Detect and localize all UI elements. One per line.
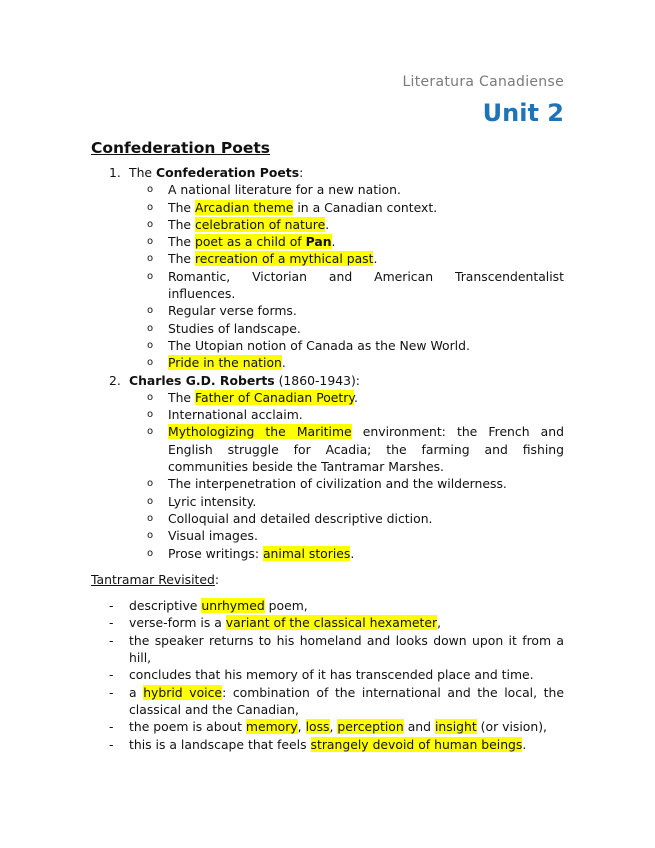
dash-bullet-icon: -	[109, 684, 114, 700]
text: poem,	[264, 598, 308, 614]
text: The	[168, 234, 195, 250]
sub-item	[91, 389, 564, 406]
text: .	[325, 216, 330, 232]
text: The	[129, 165, 156, 180]
text: (or vision),	[476, 719, 548, 735]
text: The	[168, 389, 195, 405]
document-body	[91, 164, 564, 753]
text: Prose writings:	[168, 545, 263, 561]
highlight: unrhymed	[201, 598, 265, 614]
sub-item	[91, 320, 564, 337]
sub-item	[91, 233, 564, 250]
text: (1860-1943):	[274, 372, 360, 388]
text: Colloquial and detailed descriptive diction.	[168, 510, 433, 526]
bold-term: Confederation Poets	[155, 165, 300, 180]
sub-item	[91, 493, 564, 510]
highlight: Mythologizing the Maritime	[168, 424, 352, 440]
highlight: insight	[434, 719, 477, 735]
highlight: recreation of a mythical past	[194, 251, 374, 267]
text: : combination of the international and the local, the classical and the Canadian,	[129, 684, 564, 717]
text: Lyric intensity.	[168, 493, 257, 509]
dash-bullet-icon: -	[109, 736, 114, 752]
text: The	[168, 199, 195, 215]
text: environment: the French and English struggle for Acadia; the farming and fishing communities beside the Tantramar Marshes.	[168, 424, 564, 475]
circle-bullet-icon: o	[147, 184, 154, 196]
highlight: Pride in the nation	[168, 355, 282, 371]
sub-item	[91, 250, 564, 267]
sub-item	[91, 354, 564, 371]
list-number: 2.	[109, 372, 121, 388]
sub-item	[91, 475, 564, 492]
highlight: memory	[245, 719, 298, 735]
circle-bullet-icon: o	[147, 357, 154, 369]
highlight: hybrid voice	[143, 684, 223, 700]
list-number: 1.	[109, 165, 121, 180]
dash-bullet-icon: -	[109, 598, 114, 614]
circle-bullet-icon: o	[147, 218, 154, 230]
highlight: strangely devoid of human beings	[310, 736, 523, 752]
sub-item	[91, 527, 564, 544]
dash-item	[91, 718, 564, 735]
text: the poem is about	[129, 719, 246, 735]
text: concludes that his memory of it has transcended place and time.	[129, 667, 534, 683]
text: The	[168, 216, 195, 232]
text: :	[299, 165, 304, 180]
section-title: Confederation Poets	[91, 139, 270, 157]
text: The	[168, 251, 195, 267]
circle-bullet-icon: o	[147, 391, 154, 403]
text: the speaker returns to his homeland and looks down upon it from a hill,	[129, 632, 564, 666]
circle-bullet-icon: o	[147, 339, 154, 351]
highlight: Arcadian theme	[194, 199, 294, 215]
circle-bullet-icon: o	[147, 253, 154, 265]
text: in a Canadian context.	[293, 199, 438, 215]
text: a	[129, 684, 144, 700]
text: descriptive	[129, 598, 202, 614]
dash-bullet-icon: -	[109, 667, 114, 683]
colon: :	[214, 572, 220, 588]
text: this is a landscape that feels	[129, 736, 311, 752]
highlight: loss	[305, 719, 330, 735]
highlight: variant of the classical hexameter	[225, 615, 438, 631]
dash-item	[91, 597, 564, 614]
subheading-title: Tantramar Revisited	[91, 571, 215, 587]
circle-bullet-icon: o	[147, 409, 154, 421]
text: verse-form is a	[129, 615, 226, 631]
dash-item	[91, 684, 564, 719]
circle-bullet-icon: o	[147, 236, 154, 248]
highlight: perception	[337, 719, 404, 735]
circle-bullet-icon: o	[147, 305, 154, 317]
list-item-confederation-poets	[91, 164, 564, 181]
highlight: Father of Canadian Poetry	[194, 389, 354, 405]
circle-bullet-icon: o	[147, 426, 154, 438]
text: International acclaim.	[168, 407, 303, 423]
sub-item	[91, 510, 564, 527]
dash-item	[91, 632, 564, 667]
text: .	[350, 545, 355, 561]
text: ,	[329, 719, 338, 735]
text: and	[403, 719, 435, 735]
sub-item	[91, 216, 564, 233]
dash-bullet-icon: -	[109, 632, 114, 648]
circle-bullet-icon: o	[147, 530, 154, 542]
text: .	[353, 389, 358, 405]
course-name: Literatura Canadiense	[402, 74, 564, 90]
text: The Utopian notion of Canada as the New World.	[168, 337, 470, 353]
dash-item	[91, 666, 564, 683]
dash-item	[91, 614, 564, 631]
highlight: celebration of nature	[194, 216, 326, 232]
text: ,	[297, 719, 306, 735]
text: The interpenetration of civilization and the wilderness.	[168, 476, 507, 492]
sub-item	[91, 545, 564, 562]
bold-term: Charles G.D. Roberts	[129, 372, 275, 388]
sub-item	[91, 268, 564, 303]
text: Regular verse forms.	[168, 303, 297, 319]
unit-title: Unit 2	[482, 99, 564, 127]
text-line: influences.	[168, 286, 236, 302]
circle-bullet-icon: o	[147, 478, 154, 490]
sub-item	[91, 199, 564, 216]
circle-bullet-icon: o	[147, 201, 154, 213]
sub-item	[91, 337, 564, 354]
dash-item	[91, 736, 564, 753]
dash-bullet-icon: -	[109, 719, 114, 735]
sub-item	[91, 423, 564, 475]
text: .	[331, 234, 336, 250]
text-line: Romantic, Victorian and American Transcendentalist	[168, 268, 564, 284]
text: .	[373, 251, 378, 267]
tantramar-heading	[91, 571, 564, 588]
text: A national literature for a new nation.	[168, 182, 401, 198]
list-item-charles-roberts	[91, 372, 564, 389]
highlight: poet as a child of	[194, 234, 306, 250]
dash-bullet-icon: -	[109, 615, 114, 631]
text: .	[522, 736, 527, 752]
sub-item	[91, 406, 564, 423]
highlight-bold: Pan	[305, 234, 332, 250]
circle-bullet-icon: o	[147, 270, 154, 282]
sub-item	[91, 302, 564, 319]
text: Studies of landscape.	[168, 320, 301, 336]
circle-bullet-icon: o	[147, 322, 154, 334]
circle-bullet-icon: o	[147, 495, 154, 507]
text: Visual images.	[168, 528, 258, 544]
text: .	[281, 355, 286, 371]
circle-bullet-icon: o	[147, 512, 154, 524]
sub-item	[91, 181, 564, 198]
highlight: animal stories	[262, 545, 351, 561]
text: ,	[437, 615, 442, 631]
circle-bullet-icon: o	[147, 547, 154, 559]
